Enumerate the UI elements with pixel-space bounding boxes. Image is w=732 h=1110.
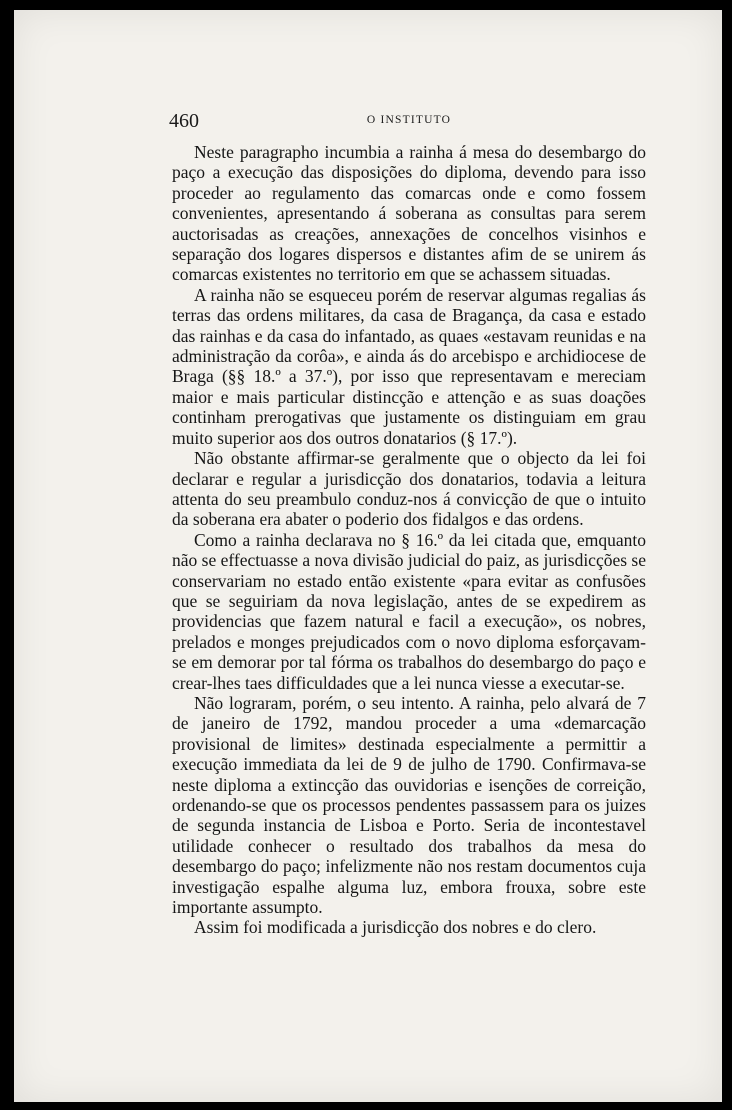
body-text <box>172 142 646 938</box>
page-header <box>169 110 649 132</box>
paragraph: A rainha não se esqueceu porém de reservar algumas regalias ás terras das ordens militares, da casa de Bragança, da casa e estado das rainhas e da casa do infantado, as quaes «estavam reunidas e na administração da corôa», e ainda ás do arcebispo e archidiocese de Braga (§§ 18.º a 37.º), por isso que representavam e mereciam maior e mais particular distincção e attenção e as suas doações continham prerogativas que justamente os distinguiam em grau muito superior aos dos outros donatarios (§ 17.º). <box>172 284 646 448</box>
paragraph: Neste paragrapho incumbia a rainha á mesa do desembargo do paço a execução das disposições do diploma, devendo para isso proceder ao regulamento das comarcas onde e como fossem convenientes, apresentando á soberana as consultas para serem auctorisadas as creações, annexações de concelhos visinhos e separação dos logares dispersos e distantes afim de se unirem ás comarcas existentes no territorio em que se achassem situadas. <box>172 142 646 285</box>
paragraph: Não lograram, porém, o seu intento. A rainha, pelo alvará de 7 de janeiro de 1792, mandou proceder a uma «demarcação provisional de limites» destinada especialmente a permittir a execução immediata da lei de 9 de julho de 1790. Confirmava-se neste diploma a extincção das ouvidorias e isenções de correição, ordenando-se que os processos pendentes passassem para os juizes de segunda instancia de Lisboa e Porto. Seria de incontestavel utilidade conhecer o resultado dos trabalhos da mesa do desembargo do paço; infelizmente não nos restam documentos cuja investigação espalhe alguma luz, embora frouxa, sobre este importante assumpto. <box>172 692 646 918</box>
paragraph: Assim foi modificada a jurisdicção dos nobres e do clero. <box>194 917 597 938</box>
page-number: 460 <box>169 110 199 132</box>
paragraph: Não obstante affirmar-se geralmente que o objecto da lei foi declarar e regular a jurisdicção dos donatarios, todavia a leitura attenta do seu preambulo conduz-nos á convicção de que o intuito da soberana era abater o poderio dos fidalgos e das ordens. <box>172 448 646 530</box>
paragraph: Como a rainha declarava no § 16.º da lei citada que, emquanto não se effectuasse a nova divisão judicial do paiz, as jurisdicções se conservariam no estado então existente «para evitar as confusões que se seguiriam da nova legislação, antes de se expedirem as providencias que fazem natural e facil a execução», os nobres, prelados e monges prejudicados com o novo diploma esforçavam-se em demorar por tal fórma os trabalhos do desembargo do paço e crear-lhes taes difficuldades que a lei nunca viesse a executar-se. <box>172 529 646 693</box>
book-page <box>14 10 722 1102</box>
running-title: O INSTITUTO <box>366 114 452 126</box>
